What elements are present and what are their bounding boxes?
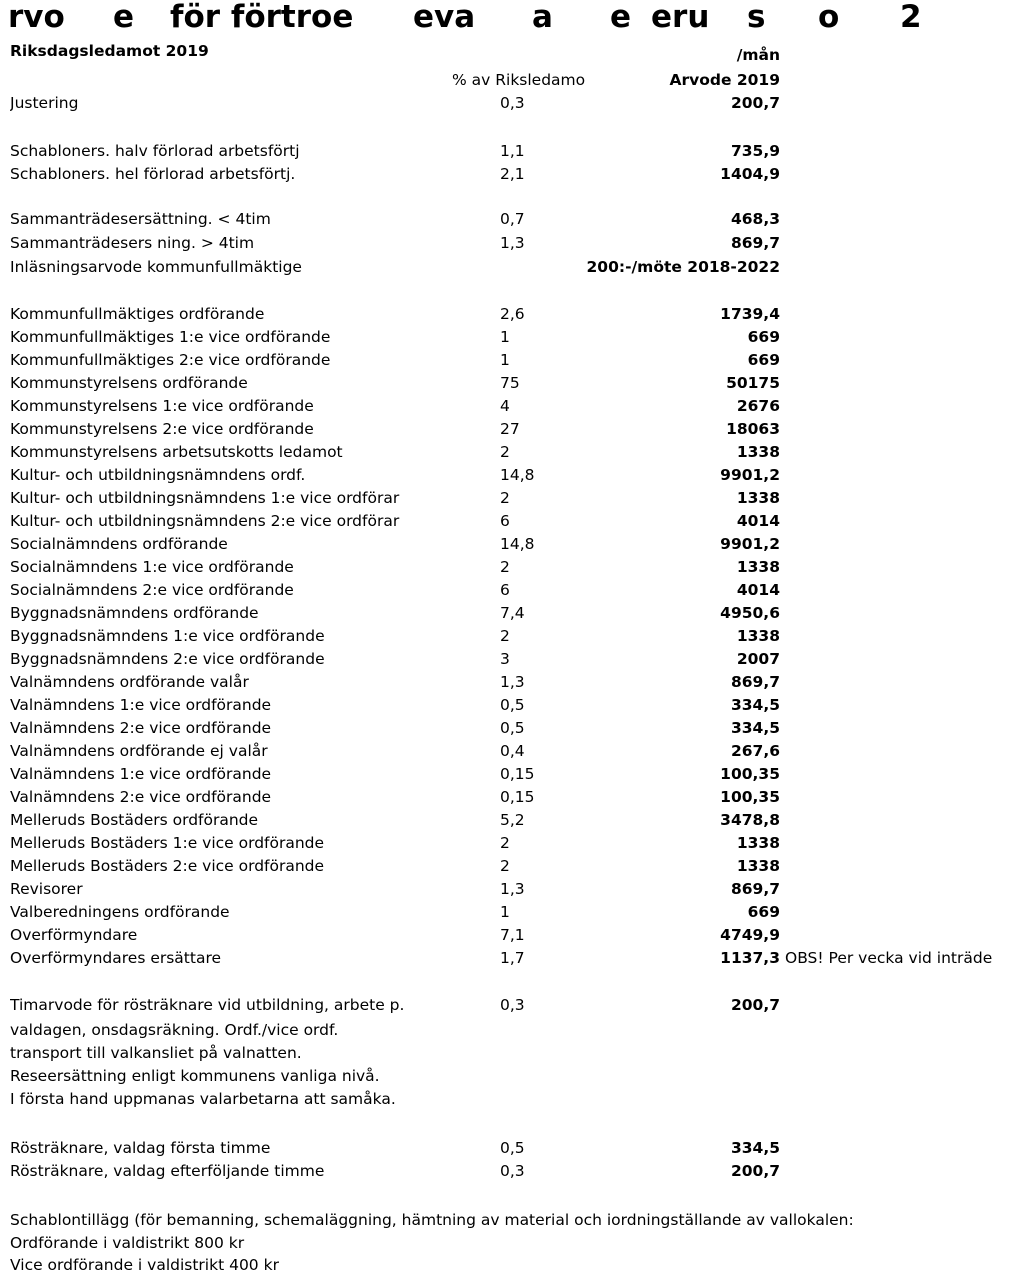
row-label: Rösträknare, valdag efterföljande timme <box>10 1162 325 1180</box>
row-label: Valnämndens ordförande valår <box>10 673 249 691</box>
row-arvode: 1338 <box>736 443 780 461</box>
row-percent: 0,4 <box>500 742 525 760</box>
row-percent: 1,1 <box>500 142 525 160</box>
row-arvode: 1137,3 <box>720 949 780 967</box>
row-percent: 7,1 <box>500 926 525 944</box>
row-arvode: 200,7 <box>730 94 780 112</box>
row-note: OBS! Per vecka vid inträde <box>785 949 993 967</box>
row-arvode: 50175 <box>726 374 780 392</box>
row-label: Kommunfullmäktiges 2:e vice ordförande <box>10 351 331 369</box>
row-label: Byggnadsnämndens ordförande <box>10 604 259 622</box>
row-percent: 0,5 <box>500 696 525 714</box>
row-label: Sammanträdesers ning. > 4tim <box>10 234 255 252</box>
row-percent: 1 <box>500 351 510 369</box>
row-label: Sammanträdesersättning. < 4tim <box>10 210 271 228</box>
row-label: Justering <box>10 94 79 112</box>
row-percent: 0,3 <box>500 94 525 112</box>
row-label: Melleruds Bostäders 1:e vice ordförande <box>10 834 325 852</box>
note-line: Reseersättning enligt kommunens vanliga nivå. <box>10 1067 380 1085</box>
row-arvode: 869,7 <box>730 673 780 691</box>
row-label: Valnämndens 2:e vice ordförande <box>10 719 272 737</box>
row-percent: 1,3 <box>500 234 525 252</box>
row-percent: 0,3 <box>500 1162 525 1180</box>
row-arvode: 18063 <box>726 420 780 438</box>
row-label: Valnämndens 1:e vice ordförande <box>10 765 272 783</box>
row-percent: 0,15 <box>500 788 535 806</box>
row-percent: 14,8 <box>500 466 535 484</box>
row-percent: 4 <box>500 397 510 415</box>
title-fragment: för förtroe <box>170 0 354 35</box>
row-percent: 2 <box>500 489 510 507</box>
row-arvode: 200:-/möte 2018-2022 <box>586 258 780 276</box>
note-line: Schablontillägg (för bemanning, schemaläggning, hämtning av material och iordningställande av vallokalen: <box>10 1211 854 1229</box>
row-arvode: 100,35 <box>720 765 780 783</box>
pct-column-header: % av Riksledamo <box>452 71 586 89</box>
row-percent: 6 <box>500 512 510 530</box>
row-arvode: 334,5 <box>730 719 780 737</box>
row-percent: 14,8 <box>500 535 535 553</box>
section-label: Riksdagsledamot 2019 <box>10 42 209 60</box>
row-label: Kultur- och utbildningsnämndens 2:e vice ordförar <box>10 512 400 530</box>
row-label: Schabloners. halv förlorad arbetsförtj <box>10 142 300 160</box>
row-arvode: 1338 <box>736 627 780 645</box>
title-fragment: eva <box>413 0 476 35</box>
row-label: Valnämndens ordförande ej valår <box>10 742 268 760</box>
row-percent: 1 <box>500 328 510 346</box>
row-arvode: 669 <box>747 328 780 346</box>
row-arvode: 2676 <box>736 397 780 415</box>
row-arvode: 4749,9 <box>720 926 780 944</box>
row-label: Byggnadsnämndens 1:e vice ordförande <box>10 627 325 645</box>
row-arvode: 267,6 <box>730 742 780 760</box>
row-arvode: 468,3 <box>730 210 780 228</box>
title-fragment: rvo <box>8 0 65 35</box>
row-arvode: 4950,6 <box>720 604 780 622</box>
row-arvode: 100,35 <box>720 788 780 806</box>
row-percent: 75 <box>500 374 520 392</box>
row-percent: 2,1 <box>500 165 525 183</box>
row-arvode: 3478,8 <box>720 811 780 829</box>
row-label: Overförmyndares ersättare <box>10 949 222 967</box>
row-arvode: 9901,2 <box>720 466 780 484</box>
row-arvode: 669 <box>747 351 780 369</box>
row-arvode: 735,9 <box>730 142 780 160</box>
row-percent: 1,3 <box>500 880 525 898</box>
row-label: Revisorer <box>10 880 83 898</box>
arvode-column-header: Arvode 2019 <box>669 71 780 89</box>
row-arvode: 200,7 <box>730 996 780 1014</box>
row-percent: 0,3 <box>500 996 525 1014</box>
page-title <box>0 0 1024 36</box>
row-label: Timarvode för rösträknare vid utbildning, arbete p. <box>10 996 405 1014</box>
row-percent: 2 <box>500 443 510 461</box>
row-label: Kultur- och utbildningsnämndens ordf. <box>10 466 306 484</box>
row-label: Valnämndens 1:e vice ordförande <box>10 696 272 714</box>
row-arvode: 334,5 <box>730 1139 780 1157</box>
row-percent: 2 <box>500 627 510 645</box>
row-percent: 5,2 <box>500 811 525 829</box>
row-percent: 2 <box>500 834 510 852</box>
title-fragment: o <box>818 0 840 35</box>
row-label: Kommunstyrelsens arbetsutskotts ledamot <box>10 443 343 461</box>
row-arvode: 9901,2 <box>720 535 780 553</box>
row-percent: 0,5 <box>500 719 525 737</box>
row-label: Schabloners. hel förlorad arbetsförtj. <box>10 165 296 183</box>
row-label: Kommunfullmäktiges ordförande <box>10 305 265 323</box>
row-label: Kommunstyrelsens ordförande <box>10 374 248 392</box>
note-line: Vice ordförande i valdistrikt 400 kr <box>10 1256 279 1274</box>
note-line: valdagen, onsdagsräkning. Ordf./vice ordf. <box>10 1021 339 1039</box>
row-arvode: 1739,4 <box>720 305 780 323</box>
row-percent: 27 <box>500 420 520 438</box>
row-arvode: 200,7 <box>730 1162 780 1180</box>
title-fragment: a <box>532 0 553 35</box>
title-fragment: e <box>610 0 632 35</box>
row-label: Kultur- och utbildningsnämndens 1:e vice ordförar <box>10 489 400 507</box>
row-label: Socialnämndens ordförande <box>10 535 228 553</box>
row-arvode: 1338 <box>736 857 780 875</box>
per-month-label: /mån <box>736 46 780 64</box>
row-percent: 0,5 <box>500 1139 525 1157</box>
title-fragment: s <box>747 0 766 35</box>
title-fragment: eru <box>651 0 710 35</box>
row-arvode: 1404,9 <box>720 165 780 183</box>
row-arvode: 334,5 <box>730 696 780 714</box>
title-fragment: 2 <box>900 0 922 35</box>
row-percent: 0,7 <box>500 210 525 228</box>
row-percent: 1,3 <box>500 673 525 691</box>
row-label: Melleruds Bostäders ordförande <box>10 811 259 829</box>
row-percent: 7,4 <box>500 604 525 622</box>
row-arvode: 4014 <box>736 581 780 599</box>
row-label: Overförmyndare <box>10 926 138 944</box>
row-arvode: 1338 <box>736 489 780 507</box>
row-label: Valberedningens ordförande <box>10 903 230 921</box>
row-arvode: 869,7 <box>730 234 780 252</box>
note-line: transport till valkansliet på valnatten. <box>10 1044 302 1062</box>
row-arvode: 4014 <box>736 512 780 530</box>
row-arvode: 669 <box>747 903 780 921</box>
row-label: Kommunstyrelsens 2:e vice ordförande <box>10 420 314 438</box>
row-percent: 1 <box>500 903 510 921</box>
row-percent: 1,7 <box>500 949 525 967</box>
row-arvode: 869,7 <box>730 880 780 898</box>
row-percent: 0,15 <box>500 765 535 783</box>
row-label: Melleruds Bostäders 2:e vice ordförande <box>10 857 325 875</box>
row-label: Socialnämndens 1:e vice ordförande <box>10 558 294 576</box>
row-percent: 6 <box>500 581 510 599</box>
row-percent: 2,6 <box>500 305 525 323</box>
row-percent: 2 <box>500 857 510 875</box>
row-percent: 2 <box>500 558 510 576</box>
row-label: Byggnadsnämndens 2:e vice ordförande <box>10 650 325 668</box>
note-line: I första hand uppmanas valarbetarna att samåka. <box>10 1090 396 1108</box>
row-percent: 3 <box>500 650 510 668</box>
row-label: Socialnämndens 2:e vice ordförande <box>10 581 294 599</box>
row-label: Kommunfullmäktiges 1:e vice ordförande <box>10 328 331 346</box>
row-arvode: 1338 <box>736 558 780 576</box>
row-arvode: 1338 <box>736 834 780 852</box>
title-fragment: e <box>113 0 135 35</box>
row-label: Rösträknare, valdag första timme <box>10 1139 271 1157</box>
row-arvode: 2007 <box>736 650 780 668</box>
note-line: Ordförande i valdistrikt 800 kr <box>10 1234 245 1252</box>
row-label: Inläsningsarvode kommunfullmäktige <box>10 258 302 276</box>
row-label: Kommunstyrelsens 1:e vice ordförande <box>10 397 314 415</box>
row-label: Valnämndens 2:e vice ordförande <box>10 788 272 806</box>
